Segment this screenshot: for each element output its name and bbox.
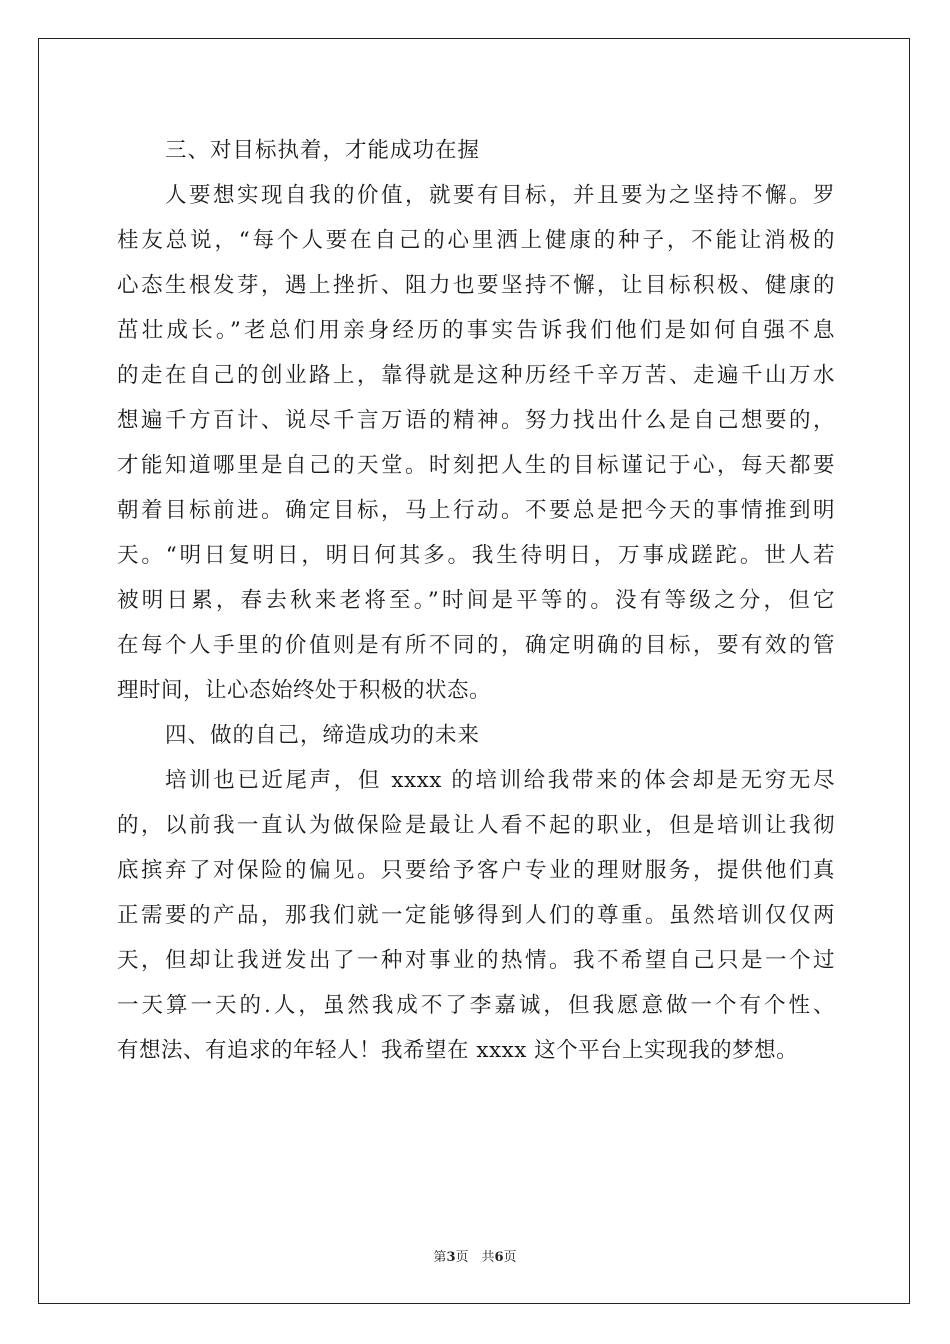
paragraph-line: 被明日累，春去秋来老将至。”时间是平等的。没有等级之分，但它 — [117, 588, 835, 613]
paragraph-line: 有想法、有追求的年轻人！我希望在 xxxx 这个平台上实现我的梦想。 — [117, 1038, 799, 1063]
page-suffix: 页 — [503, 1250, 517, 1265]
page-prefix: 第 — [433, 1250, 447, 1265]
document-body — [117, 128, 835, 1073]
section-heading-4: 四、做的自己，缔造成功的未来 — [165, 723, 481, 748]
paragraph-line: 人要想实现自我的价值，就要有目标，并且要为之坚持不懈。罗 — [165, 183, 835, 208]
section-heading-3: 三、对目标执着，才能成功在握 — [165, 138, 481, 163]
page-number-footer — [0, 1246, 950, 1265]
paragraph-line: 培训也已近尾声，但 xxxx 的培训给我带来的体会却是无穷无尽 — [165, 768, 835, 793]
paragraph-line: 的走在自己的创业路上，靠得就是这种历经千辛万苦、走遍千山万水 — [117, 363, 835, 388]
paragraph-line: 想遍千方百计、说尽千言万语的精神。努力找出什么是自己想要的， — [117, 408, 835, 433]
page-mid: 页 共 — [455, 1250, 495, 1265]
page-current: 3 — [446, 1250, 456, 1265]
paragraph-line: 天，但却让我迸发出了一种对事业的热情。我不希望自己只是一个过 — [117, 948, 835, 973]
paragraph-line: 正需要的产品，那我们就一定能够得到人们的尊重。虽然培训仅仅两 — [117, 903, 835, 928]
paragraph-line: 桂友总说，“每个人要在自己的心里洒上健康的种子，不能让消极的 — [117, 228, 835, 253]
section-4-paragraph — [117, 758, 835, 1073]
page-total: 6 — [494, 1250, 504, 1265]
paragraph-line: 底摈弃了对保险的偏见。只要给予客户专业的理财服务，提供他们真 — [117, 858, 835, 883]
paragraph-line: 心态生根发芽，遇上挫折、阻力也要坚持不懈，让目标积极、健康的 — [117, 273, 835, 298]
paragraph-line: 茁壮成长。”老总们用亲身经历的事实告诉我们他们是如何自强不息 — [117, 318, 835, 343]
paragraph-line: 在每个人手里的价值则是有所不同的，确定明确的目标，要有效的管 — [117, 633, 835, 658]
paragraph-line: 朝着目标前进。确定目标，马上行动。不要总是把今天的事情推到明 — [117, 498, 835, 523]
section-3-paragraph — [117, 173, 835, 713]
paragraph-line: 理时间，让心态始终处于积极的状态。 — [117, 678, 492, 703]
paragraph-line: 天。“明日复明日，明日何其多。我生待明日，万事成蹉跎。世人若 — [117, 543, 835, 568]
paragraph-line: 的，以前我一直认为做保险是最让人看不起的职业，但是培训让我彻 — [117, 813, 835, 838]
paragraph-line: 才能知道哪里是自己的天堂。时刻把人生的目标谨记于心，每天都要 — [117, 453, 835, 478]
paragraph-line: 一天算一天的.人，虽然我成不了李嘉诚，但我愿意做一个有个性、 — [117, 993, 835, 1018]
